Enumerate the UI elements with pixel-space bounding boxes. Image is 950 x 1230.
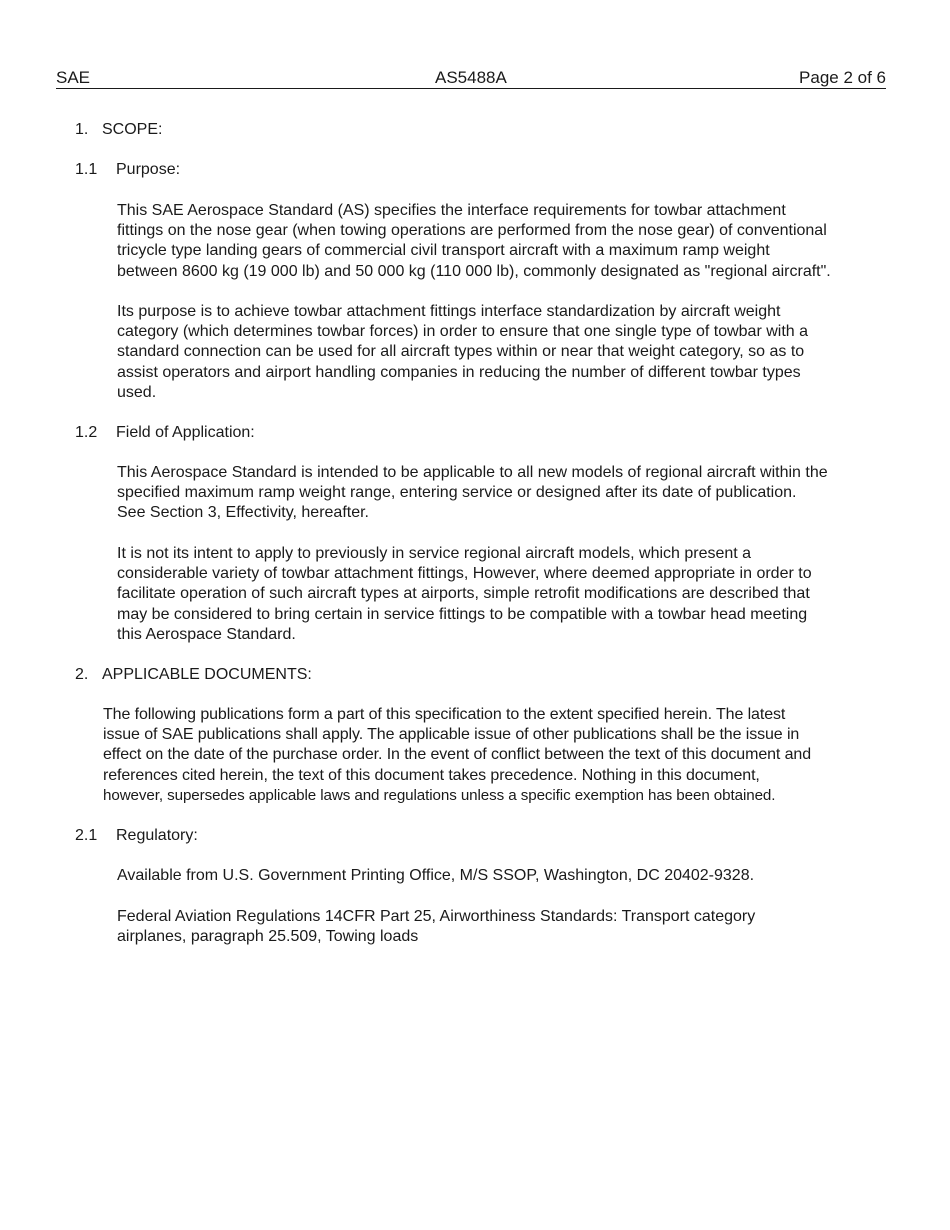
text-line: Its purpose is to achieve towbar attachment fittings interface standardization by aircraft weight [117,303,781,320]
section-number: 2.1 [75,827,98,844]
section-title: APPLICABLE DOCUMENTS: [102,666,312,683]
text-line: effect on the date of the purchase order. In the event of conflict between the text of this document and [103,746,811,764]
section-title: Field of Application: [116,424,255,441]
text-line: tricycle type landing gears of commercial civil transport aircraft with a maximum ramp weight [117,242,770,260]
section-title: SCOPE: [102,121,163,138]
text-line: this Aerospace Standard. [117,625,296,643]
text-line: This Aerospace Standard is intended to be applicable to all new models of regional aircraft within the [117,464,828,481]
section-number: 2. [75,666,89,683]
text-line: fittings on the nose gear (when towing operations are performed from the nose gear) of conventional [117,222,827,240]
text-line: specified maximum ramp weight range, entering service or designed after its date of publication. [117,484,797,502]
text-line: See Section 3, Effectivity, hereafter. [117,504,369,522]
regulatory-source [117,866,754,886]
text-line: Federal Aviation Regulations 14CFR Part 25, Airworthiness Standards: Transport category [117,908,756,925]
header-org: SAE [56,68,91,87]
field-of-application-paragraph-1 [117,463,828,524]
text-line: The following publications form a part of this specification to the extent specified herein. The latest [103,706,786,723]
text-line: facilitate operation of such aircraft types at airports, simple retrofit modifications are described that [117,585,810,603]
header-doc-number: AS5488A [435,68,507,87]
text-line: category (which determines towbar forces) in order to ensure that one single type of towbar with a [117,323,809,341]
section-number: 1.1 [75,161,98,178]
page-header [56,68,886,89]
text-line: however, supersedes applicable laws and regulations unless a specific exemption has been obtained. [103,786,776,804]
text-line: assist operators and airport handling companies in reducing the number of different towbar types [117,363,801,381]
text-line: used. [117,383,157,401]
text-line: considerable variety of towbar attachment fittings, However, where deemed appropriate in order to [117,565,812,583]
header-page-number: Page 2 of 6 [799,68,886,87]
field-of-application-paragraph-2 [117,544,812,645]
section-title: Purpose: [116,161,181,178]
text-line: may be considered to bring certain in service fittings to be compatible with a towbar head meeting [117,605,808,623]
text-line: standard connection can be used for all aircraft types within or near that weight category, so as to [117,343,805,361]
text-line: Available from U.S. Government Printing Office, M/S SSOP, Washington, DC 20402-9328. [117,867,755,884]
purpose-paragraph-2 [117,302,808,403]
regulatory-reference [117,907,755,947]
applicable-documents-paragraph [103,705,811,806]
text-line: between 8600 kg (19 000 lb) and 50 000 kg (110 000 lb), commonly designated as "regional aircraft". [117,262,831,280]
text-line: issue of SAE publications shall apply. The applicable issue of other publications shall be the issue in [103,726,800,744]
section-number: 1. [75,121,89,138]
section-title: Regulatory: [116,827,198,844]
section-number: 1.2 [75,424,98,441]
text-line: This SAE Aerospace Standard (AS) specifies the interface requirements for towbar attachment [117,202,786,219]
text-line: It is not its intent to apply to previously in service regional aircraft models, which present a [117,545,752,562]
text-line: airplanes, paragraph 25.509, Towing loads [117,928,419,946]
purpose-paragraph-1 [117,201,831,282]
text-line: references cited herein, the text of this document takes precedence. Nothing in this document, [103,766,760,784]
